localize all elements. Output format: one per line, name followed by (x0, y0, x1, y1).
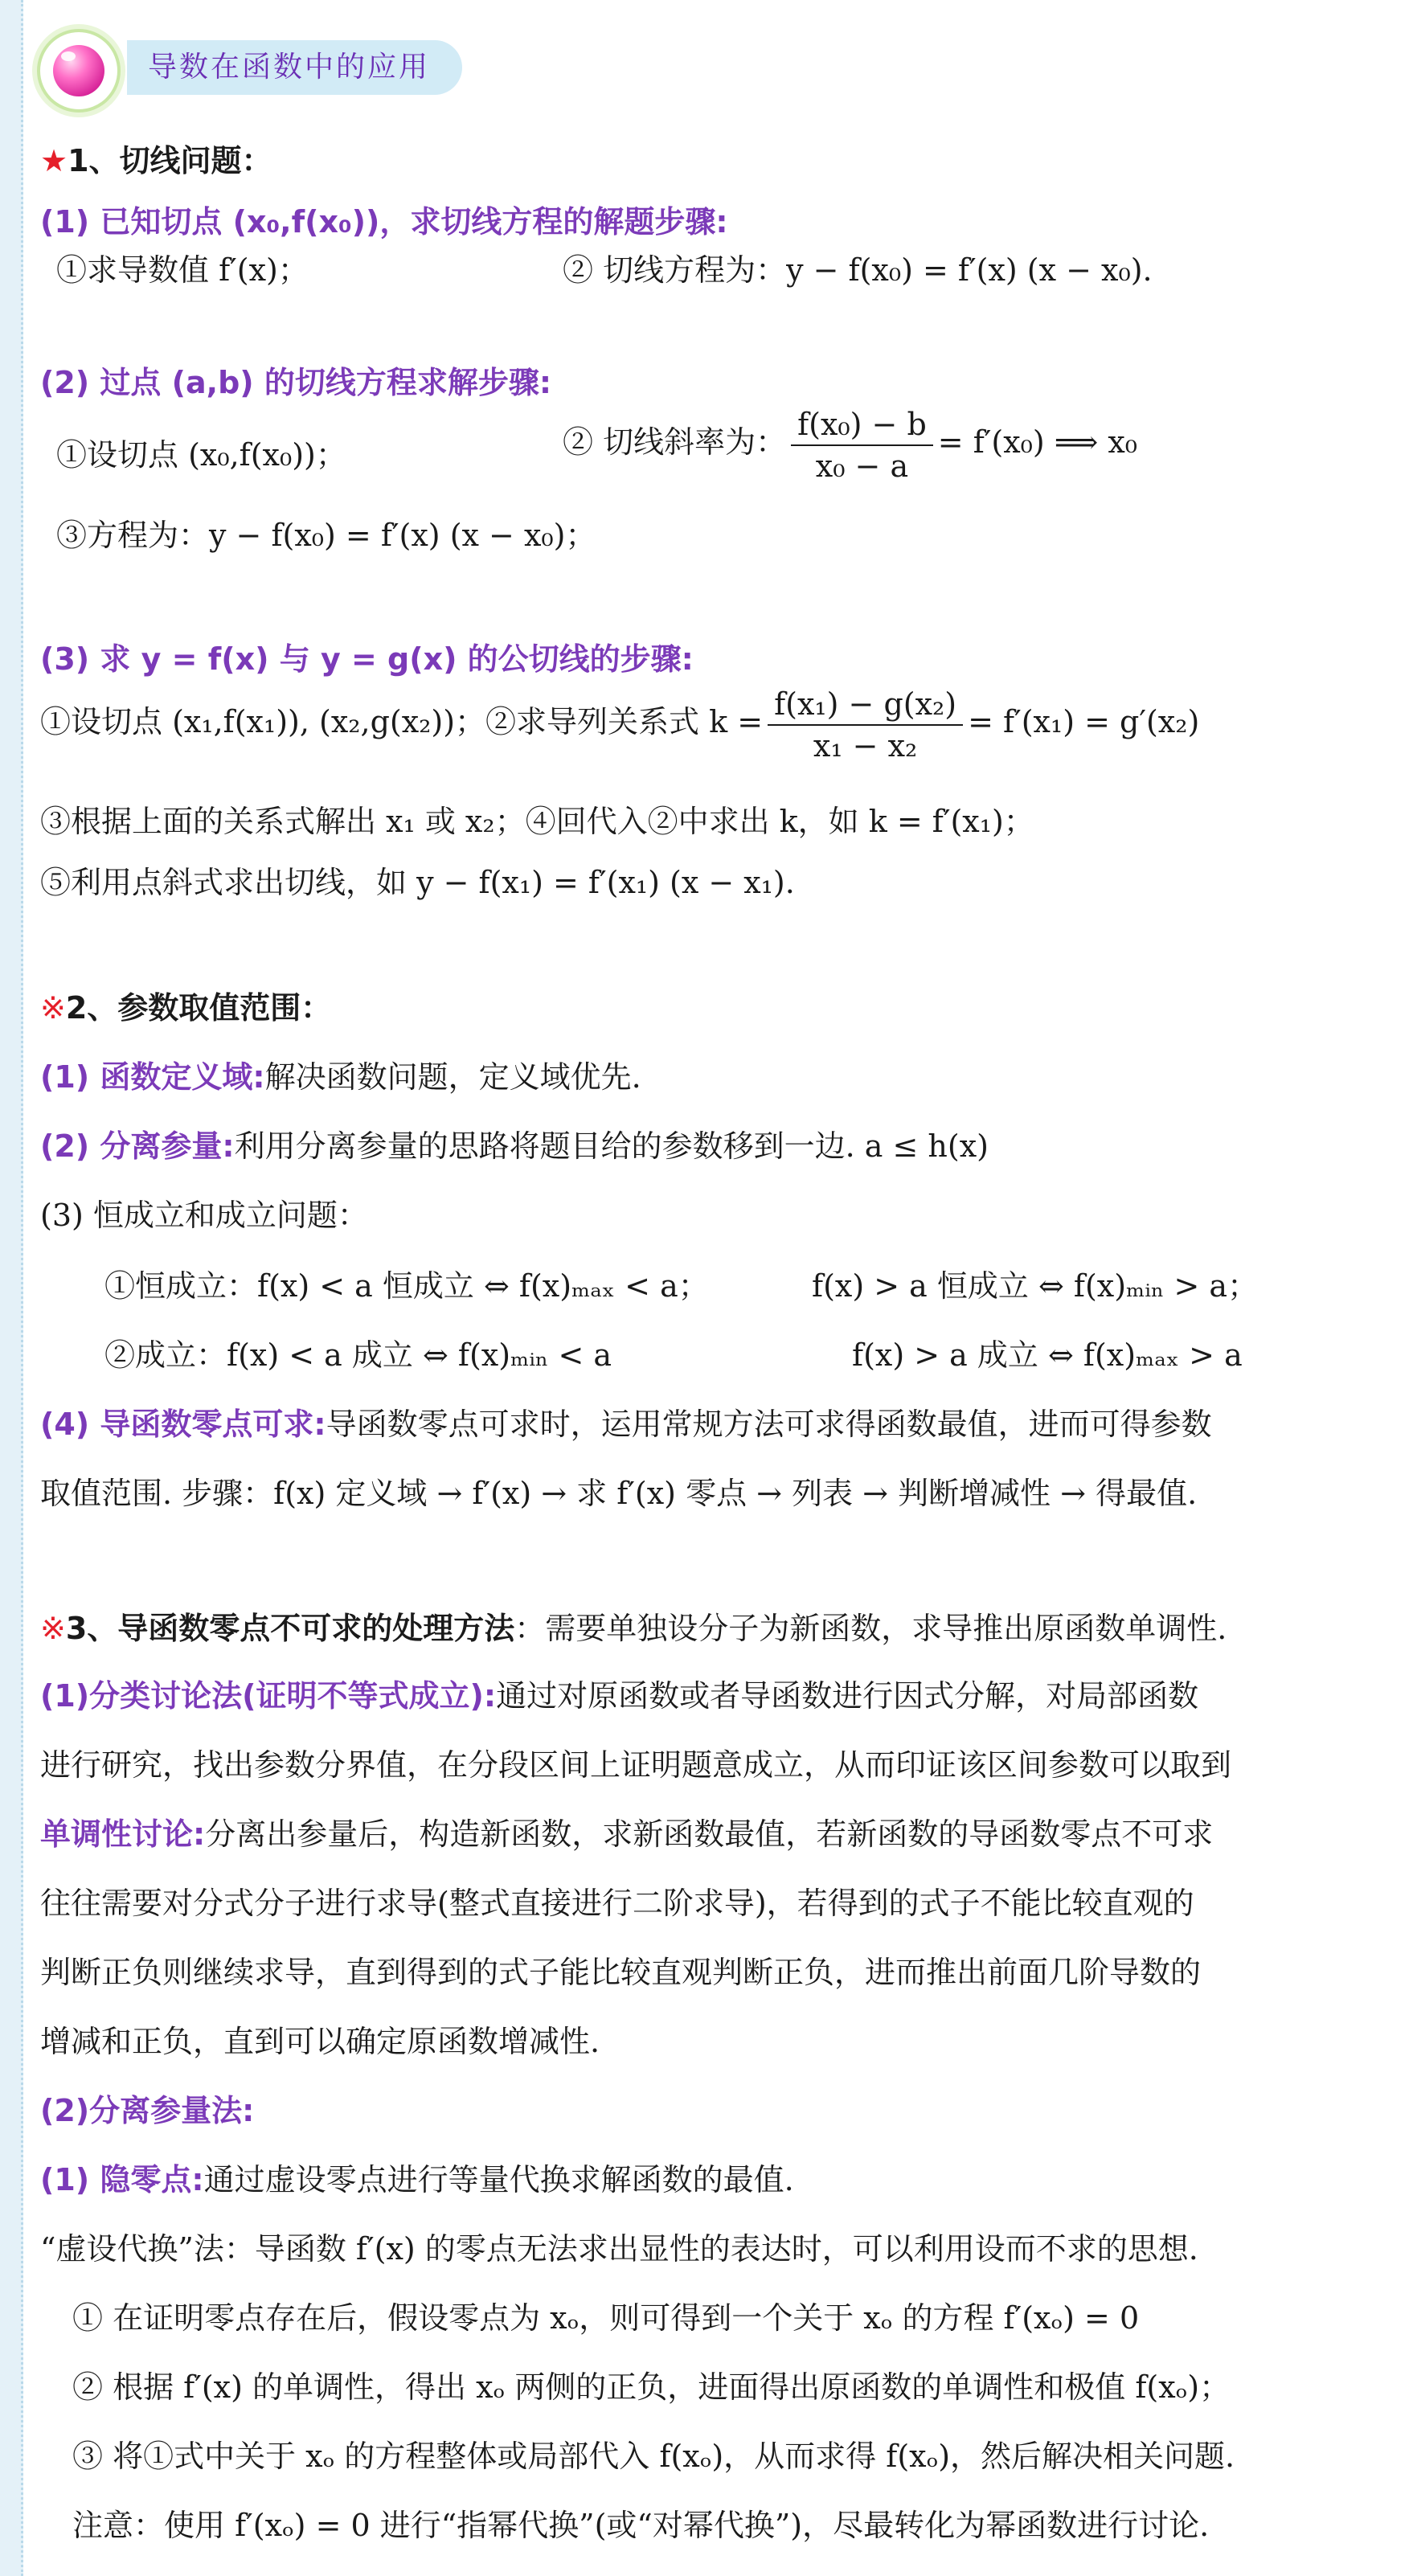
sec3-m1-cont: 进行研究，找出参数分界值，在分段区间上证明题意成立，从而印证该区间参数可以取到 (40, 1747, 1232, 1783)
left-decorative-rail (0, 0, 23, 2576)
sec1-sub2-step3: ③方程为：y − f(x₀) = f′(x) (x − x₀)； (56, 518, 596, 553)
sec3-m3: (1) 隐零点:通过虚设零点进行等量代换求解函数的最值. (40, 2162, 794, 2197)
sec3-m1b: 单调性讨论:分离出参量后，构造新函数，求新函数最值，若新函数的导函数零点不可求 (40, 1816, 1214, 1852)
sec1-sub2-step2: ② 切线斜率为： $\frac{\text{f(x₀) − b}}{\text{x₀ − a}}$ = f′(x₀) ⟹ x₀ (563, 402, 1394, 490)
sec3-m3-intro: “虚设代换”法：导函数 f′(x) 的零点无法求出显性的表达时，可以利用设而不求的思想. (40, 2231, 1198, 2267)
sec2-p1: (1) 函数定义域:解决函数问题，定义域优先. (40, 1059, 641, 1095)
common-tangent-fraction: $\frac{\text{f(x₁) − g(x₂)}}{\text{x₁ − x₂}}$ (768, 684, 963, 766)
sec2-p2: (2) 分离参量:利用分离参量的思路将题目给的参数移到一边. a ≤ h(x) (40, 1128, 989, 1164)
sec2-p3-row2: ②成立：f(x) < a 成立 ⇔ f(x)ₘᵢₙ < a f(x) > a 成立 ⇔ f(x)ₘₐₓ > a (104, 1337, 1243, 1373)
sec1-sub2-step1: ①设切点 (x₀,f(x₀))； (56, 437, 346, 473)
sec1-sub1-step1: ①求导数值 f′(x)； (56, 252, 309, 288)
sec3-m3-note: 注意：使用 f′(xₒ) = 0 进行“指幂代换”(或“对幂代换”)，尽最转化为幂函数进行讨论. (72, 2508, 1210, 2543)
sec1-sub3-title: (3) 求 y = f(x) 与 y = g(x) 的公切线的步骤: (40, 641, 694, 677)
reference-mark-icon: ※ (40, 990, 66, 1026)
sec2-p3-row1: ①恒成立：f(x) < a 恒成立 ⇔ f(x)ₘₐₓ < a； f(x) > a 恒成立 ⇔ f(x)ₘᵢₙ > a； (104, 1268, 1259, 1304)
header-logo-icon (37, 29, 121, 113)
sec1-sub1-step2: ② 切线方程为：y − f(x₀) = f′(x) (x − x₀). (563, 252, 1153, 288)
sec3-m2: (2)分离参量法: (40, 2093, 255, 2128)
sec3-m1b-cont3: 增减和正负，直到可以确定原函数增减性. (40, 2024, 600, 2059)
reference-mark-icon: ※ (40, 1611, 66, 1646)
sec1-sub3-step5: ⑤利用点斜式求出切线，如 y − f(x₁) = f′(x₁) (x − x₁). (40, 865, 795, 900)
sec2-p3: (3) 恒成立和成立问题： (40, 1198, 368, 1233)
sec3-heading: ※3、导函数零点不可求的处理方法：需要单独设分子为新函数，求导推出原函数单调性. (40, 1611, 1227, 1646)
sec2-p4: (4) 导函数零点可求:导函数零点可求时，运用常规方法可求得函数最值，进而可得参数 (40, 1407, 1212, 1442)
sec3-m3-step3: ③ 将①式中关于 xₒ 的方程整体或局部代入 f(xₒ)，从而求得 f(xₒ)，然后解决相关问题. (72, 2439, 1235, 2474)
page-title: 导数在函数中的应用 (127, 40, 462, 95)
sec1-sub1-steps (56, 248, 1394, 293)
star-icon: ★ (40, 143, 68, 178)
pink-ball-icon (53, 45, 104, 96)
sec3-m1b-cont2: 判断正负则继续求导，直到得到的式子能比较直观判断正负，进而推出前面几阶导数的 (40, 1955, 1202, 1990)
sec1-heading: ★1、切线问题： (40, 143, 272, 178)
sec2-p4-cont: 取值范围. 步骤：f(x) 定义域 → f′(x) → 求 f′(x) 零点 → 列表 → 判断增减性 → 得最值. (40, 1476, 1198, 1511)
sec1-sub3-step12: ①设切点 (x₁,f(x₁)), (x₂,g(x₂))；②求导列关系式 k = $\frac{\text{f(x₁) − g(x₂)}}{\text{x₁ − x₂}}$ = f′(x₁) = g′(x₂) (40, 682, 1394, 772)
sec3-m1: (1)分类讨论法(证明不等式成立):通过对原函数或者导函数进行因式分解，对局部函数 (40, 1678, 1199, 1714)
slope-fraction: $\frac{\text{f(x₀) − b}}{\text{x₀ − a}}$ (791, 404, 933, 486)
sec3-m3-step1: ① 在证明零点存在后，假设零点为 xₒ，则可得到一个关于 xₒ 的方程 f′(xₒ) = 0 (72, 2300, 1140, 2336)
sec1-sub1-title: (1) 已知切点 (x₀,f(x₀))，求切线方程的解题步骤: (40, 204, 728, 240)
sec2-heading: ※2、参数取值范围： (40, 990, 332, 1026)
sec3-m3-step2: ② 根据 f′(x) 的单调性，得出 xₒ 两侧的正负，进面得出原函数的单调性和极值 f(xₒ)； (72, 2369, 1231, 2405)
sec1-sub3-step34: ③根据上面的关系式解出 x₁ 或 x₂；④回代入②中求出 k，如 k = f′(x₁)； (40, 804, 1034, 839)
sec1-sub2-title: (2) 过点 (a,b) 的切线方程求解步骤: (40, 365, 552, 400)
sec3-m1b-cont1: 往往需要对分式分子进行求导(整式直接进行二阶求导)，若得到的式子不能比较直观的 (40, 1886, 1194, 1921)
